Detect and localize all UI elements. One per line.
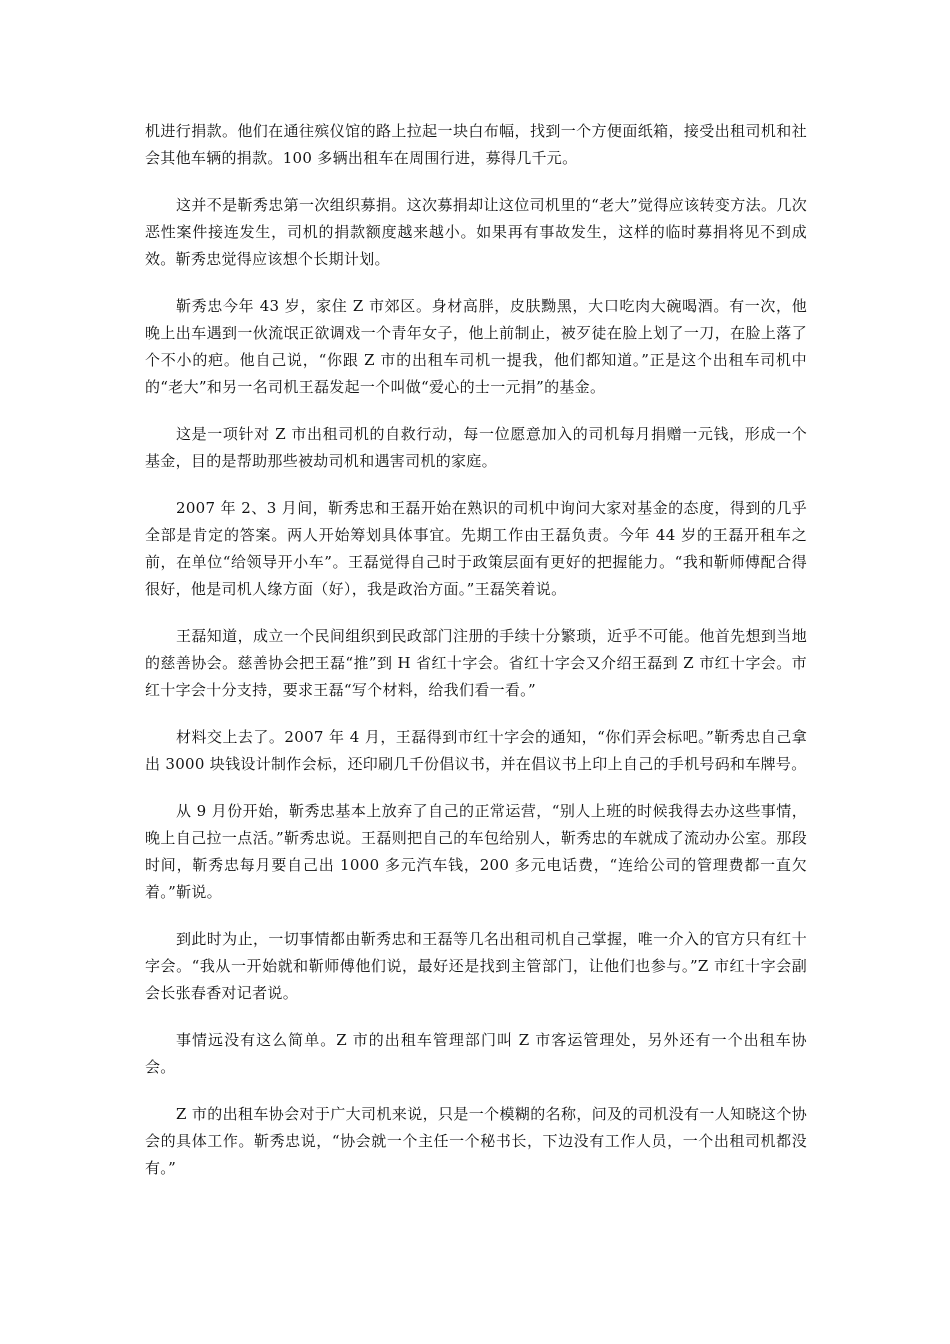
paragraph-7: 材料交上去了。2007 年 4 月，王磊得到市红十字会的通知，“你们弄会标吧。”靳秀忠自己拿出 3000 块钱设计制作会标，还印刷几千份倡议书，并在倡议书上印上自己的手机号码和车牌号。 [145, 728, 807, 773]
paragraph-8: 从 9 月份开始，靳秀忠基本上放弃了自己的正常运营，“别人上班的时候我得去办这些事情，晚上自己拉一点活。”靳秀忠说。王磊则把自己的车包给别人，靳秀忠的车就成了流动办公室。那段时间，靳秀忠每月要自己出 1000 多元汽车钱，200 多元电话费，“连给公司的管理费都一直欠着。”靳说。 [145, 802, 807, 901]
document-page [145, 118, 807, 1202]
paragraph-6: 王磊知道，成立一个民间组织到民政部门注册的手续十分繁琐，近乎不可能。他首先想到当地的慈善协会。慈善协会把王磊“推”到 H 省红十字会。省红十字会又介绍王磊到 Z 市红十字会。市红十字会十分支持，要求王磊“写个材料，给我们看一看。” [145, 627, 807, 699]
paragraph-11: Z 市的出租车协会对于广大司机来说，只是一个模糊的名称，问及的司机没有一人知晓这个协会的具体工作。靳秀忠说，“协会就一个主任一个秘书长，下边没有工作人员，一个出租司机都没有。” [145, 1105, 807, 1177]
paragraph-1: 机进行捐款。他们在通往殡仪馆的路上拉起一块白布幅，找到一个方便面纸箱，接受出租司机和社会其他车辆的捐款。100 多辆出租车在周围行进，募得几千元。 [145, 122, 807, 167]
paragraph-4: 这是一项针对 Z 市出租司机的自救行动，每一位愿意加入的司机每月捐赠一元钱，形成一个基金，目的是帮助那些被劫司机和遇害司机的家庭。 [145, 425, 807, 470]
paragraph-2: 这并不是靳秀忠第一次组织募捐。这次募捐却让这位司机里的“老大”觉得应该转变方法。几次恶性案件接连发生，司机的捐款额度越来越小。如果再有事故发生，这样的临时募捐将见不到成效。靳秀忠觉得应该想个长期计划。 [145, 196, 807, 268]
paragraph-9: 到此时为止，一切事情都由靳秀忠和王磊等几名出租司机自己掌握，唯一介入的官方只有红十字会。“我从一开始就和靳师傅他们说，最好还是找到主管部门，让他们也参与。”Z 市红十字会副会长张春香对记者说。 [145, 930, 807, 1002]
paragraph-3: 靳秀忠今年 43 岁，家住 Z 市郊区。身材高胖，皮肤黝黑，大口吃肉大碗喝酒。有一次，他晚上出车遇到一伙流氓正欲调戏一个青年女子，他上前制止，被歹徒在脸上划了一刀，在脸上落了个不小的疤。他自己说，“你跟 Z 市的出租车司机一提我，他们都知道。”正是这个出租车司机中的“老大”和另一名司机王磊发起一个叫做“爱心的士一元捐”的基金。 [145, 297, 807, 396]
paragraph-5: 2007 年 2、3 月间，靳秀忠和王磊开始在熟识的司机中询问大家对基金的态度，得到的几乎全部是肯定的答案。两人开始筹划具体事宜。先期工作由王磊负责。今年 44 岁的王磊开租车之前，在单位“给领导开小车”。王磊觉得自己时于政策层面有更好的把握能力。“我和靳师傅配合得很好，他是司机人缘方面（好），我是政治方面。”王磊笑着说。 [145, 499, 807, 598]
paragraph-10: 事情远没有这么简单。Z 市的出租车管理部门叫 Z 市客运管理处，另外还有一个出租车协会。 [145, 1031, 807, 1076]
